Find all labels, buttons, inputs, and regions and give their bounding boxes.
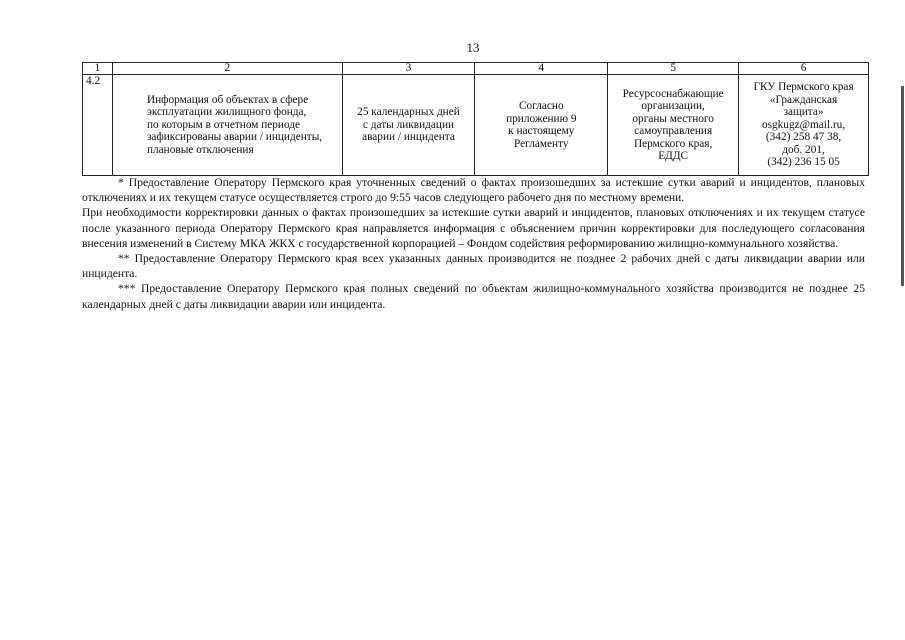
- column-header-4: 4: [475, 63, 608, 75]
- footnote-1-continuation: При необходимости корректировки данных о фактах произошедших за истекшие сутки аварий и инцидентов, плановых отключениях и их текущем статусе после указанного периода Оператору Пермского края направляется информация с объяснением причин корректировки для последующего согласования внесения изменений в Систему МКА ЖКХ с государственной корпорацией – Фондом содействия реформированию жилищно-коммунального хозяйства.: [82, 206, 865, 250]
- deadline-cell: 25 календарных дней с даты ликвидации аварии / инцидента: [342, 75, 475, 176]
- table-row: [83, 75, 869, 176]
- footnote-2: ** Предоставление Оператору Пермского края всех указанных данных производится не позднее 2 рабочих дней с даты ликвидации аварии или инцидента.: [82, 252, 865, 281]
- scan-edge-line: [901, 86, 904, 286]
- column-header-2: 2: [112, 63, 342, 75]
- information-cell: Информация об объектах в сфере эксплуатации жилищного фонда, по которым в отчетном периоде зафиксированы аварии / инциденты, плановые отключения: [112, 75, 342, 176]
- table-header-row: [83, 63, 869, 75]
- column-header-1: 1: [83, 63, 113, 75]
- recipient-cell: ГКУ Пермского края «Гражданская защита» osgkugz@mail.ru, (342) 258 47 38, доб. 201, (342) 236 15 05: [739, 75, 869, 176]
- row-number: 4.2: [83, 75, 113, 176]
- column-header-5: 5: [608, 63, 739, 75]
- providers-cell: Ресурсоснабжающие организации, органы местного самоуправления Пермского края, ЕДДС: [608, 75, 739, 176]
- regulation-table: [82, 62, 869, 176]
- footnotes: [82, 175, 865, 312]
- footnote-3: *** Предоставление Оператору Пермского края полных сведений по объектам жилищно-коммунального хозяйства производится не позднее 25 календарных дней с даты ликвидации аварии или инцидента.: [82, 282, 865, 311]
- column-header-3: 3: [342, 63, 475, 75]
- footnote-1: * Предоставление Оператору Пермского края уточненных сведений о фактах произошедших за истекшие сутки аварий и инцидентов, плановых отключениях и их текущем статусе осуществляется строго до 9:55 часов следующего рабочего дня по местному времени.: [82, 176, 865, 205]
- form-cell: Согласно приложению 9 к настоящему Регламенту: [475, 75, 608, 176]
- page-number: 13: [466, 40, 480, 55]
- column-header-6: 6: [739, 63, 869, 75]
